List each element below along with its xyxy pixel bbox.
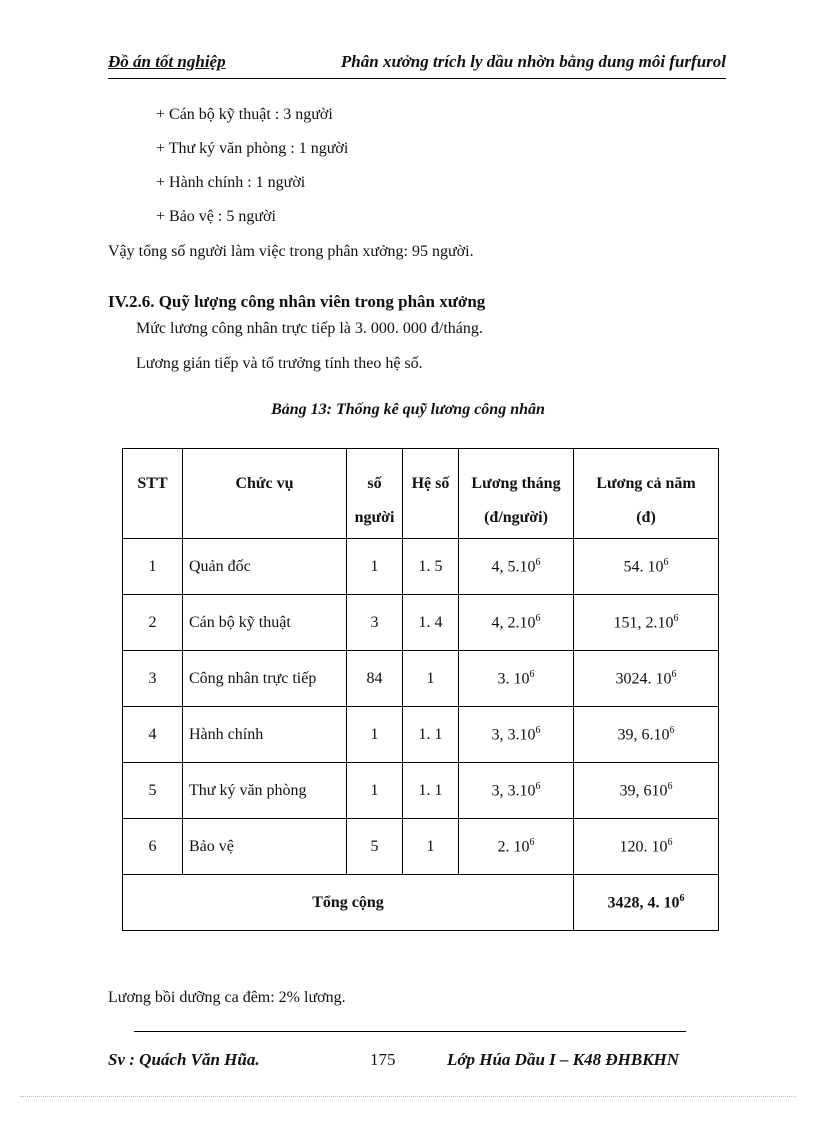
footer-class: Lớp Húa Dầu I – K48 ĐHBKHN [447,1050,680,1069]
cell-yearly [574,707,719,763]
cell-monthly [459,539,574,595]
monthly-value: 2. 10 [497,838,530,856]
cell-count: 1 [347,707,403,763]
cell-count: 84 [347,651,403,707]
cell-yearly [574,819,719,875]
header-yearly-line2: (đ) [636,509,656,526]
header-right-title: Phân xưởng trích ly dầu nhờn bằng dung môi furfurol [340,52,726,71]
monthly-value: 3. 10 [497,670,530,688]
header-yearly [574,449,719,539]
yearly-value: 54. 10 [623,558,664,576]
table-row [123,819,719,875]
cell-coef: 1. 1 [403,707,459,763]
table-row [123,707,719,763]
yearly-value: 39, 6.10 [617,726,670,744]
exponent: 6 [679,892,685,904]
staff-item: + Bảo vệ : 5 người [156,208,276,225]
cell-position: Bảo vệ [183,819,347,875]
staff-item: + Hành chính : 1 người [156,174,306,191]
header-count-line2: người [354,509,395,526]
header-count-line1: số [367,475,382,492]
paragraph-direct-salary: Mức lương công nhân trực tiếp là 3. 000. 000 đ/tháng. [136,320,483,337]
exponent: 6 [667,780,673,792]
cell-monthly [459,651,574,707]
cell-coef: 1. 5 [403,539,459,595]
cell-yearly [574,763,719,819]
cell-stt: 1 [123,539,183,595]
cell-position: Thư ký văn phòng [183,763,347,819]
monthly-value: 3, 3.10 [491,782,536,800]
header-coef: Hệ số [403,449,459,539]
salary-table [122,448,719,931]
header-monthly-line2: (đ/người) [484,509,548,526]
yearly-value: 151, 2.10 [613,614,674,632]
cell-yearly [574,539,719,595]
yearly-value: 120. 10 [619,838,668,856]
yearly-value: 3024. 10 [615,670,672,688]
page-bottom-divider [20,1096,796,1097]
cell-count: 3 [347,595,403,651]
staff-item: + Cán bộ kỹ thuật : 3 người [156,106,333,123]
footer-divider [134,1031,686,1032]
header-position: Chức vụ [183,449,347,539]
total-value-cell [574,875,719,931]
header-yearly-line1: Lương cả năm [596,475,696,492]
cell-monthly [459,707,574,763]
staff-item: + Thư ký văn phòng : 1 người [156,140,349,157]
header-left-title: Đồ án tốt nghiệp [108,52,226,71]
footer-page-number: 175 [370,1050,396,1069]
table-caption: Bảng 13: Thống kê quỹ lương công nhân [271,401,545,418]
cell-count: 1 [347,539,403,595]
header-stt: STT [123,449,183,539]
header-monthly [459,449,574,539]
yearly-value: 39, 610 [619,782,668,800]
paragraph-indirect-salary: Lương gián tiếp và tổ trưởng tính theo hệ số. [136,355,423,372]
cell-coef: 1. 4 [403,595,459,651]
exponent: 6 [671,668,677,680]
cell-stt: 6 [123,819,183,875]
exponent: 6 [667,836,673,848]
section-title: IV.2.6. Quỹ lượng công nhân viên trong phân xưởng [108,292,486,311]
cell-coef: 1 [403,819,459,875]
total-staff-text: Vậy tổng số người làm việc trong phân xưởng: 95 người. [108,243,474,260]
cell-stt: 3 [123,651,183,707]
night-shift-text: Lương bồi dưỡng ca đêm: 2% lương. [108,989,346,1006]
footer-student: Sv : Quách Văn Hũa. [108,1050,260,1069]
cell-monthly [459,595,574,651]
exponent: 6 [535,780,541,792]
cell-coef: 1 [403,651,459,707]
cell-position: Quản đốc [183,539,347,595]
cell-stt: 5 [123,763,183,819]
table-row [123,651,719,707]
exponent: 6 [529,836,535,848]
cell-coef: 1. 1 [403,763,459,819]
exponent: 6 [669,724,675,736]
monthly-value: 4, 5.10 [491,558,536,576]
exponent: 6 [529,668,535,680]
total-value: 3428, 4. 10 [607,894,680,912]
cell-position: Hành chính [183,707,347,763]
table-header-row [123,449,719,539]
cell-position: Công nhân trực tiếp [183,651,347,707]
page-header [108,52,726,79]
exponent: 6 [535,724,541,736]
cell-yearly [574,651,719,707]
cell-monthly [459,763,574,819]
table-row [123,763,719,819]
cell-monthly [459,819,574,875]
total-label: Tổng cộng [123,875,574,931]
monthly-value: 4, 2.10 [491,614,536,632]
cell-stt: 4 [123,707,183,763]
header-count [347,449,403,539]
cell-count: 1 [347,763,403,819]
table-total-row [123,875,719,931]
exponent: 6 [535,556,541,568]
exponent: 6 [535,612,541,624]
cell-stt: 2 [123,595,183,651]
table-row [123,539,719,595]
exponent: 6 [673,612,679,624]
header-monthly-line1: Lương tháng [471,475,561,492]
exponent: 6 [663,556,669,568]
cell-yearly [574,595,719,651]
monthly-value: 3, 3.10 [491,726,536,744]
table-row [123,595,719,651]
cell-position: Cán bộ kỹ thuật [183,595,347,651]
cell-count: 5 [347,819,403,875]
